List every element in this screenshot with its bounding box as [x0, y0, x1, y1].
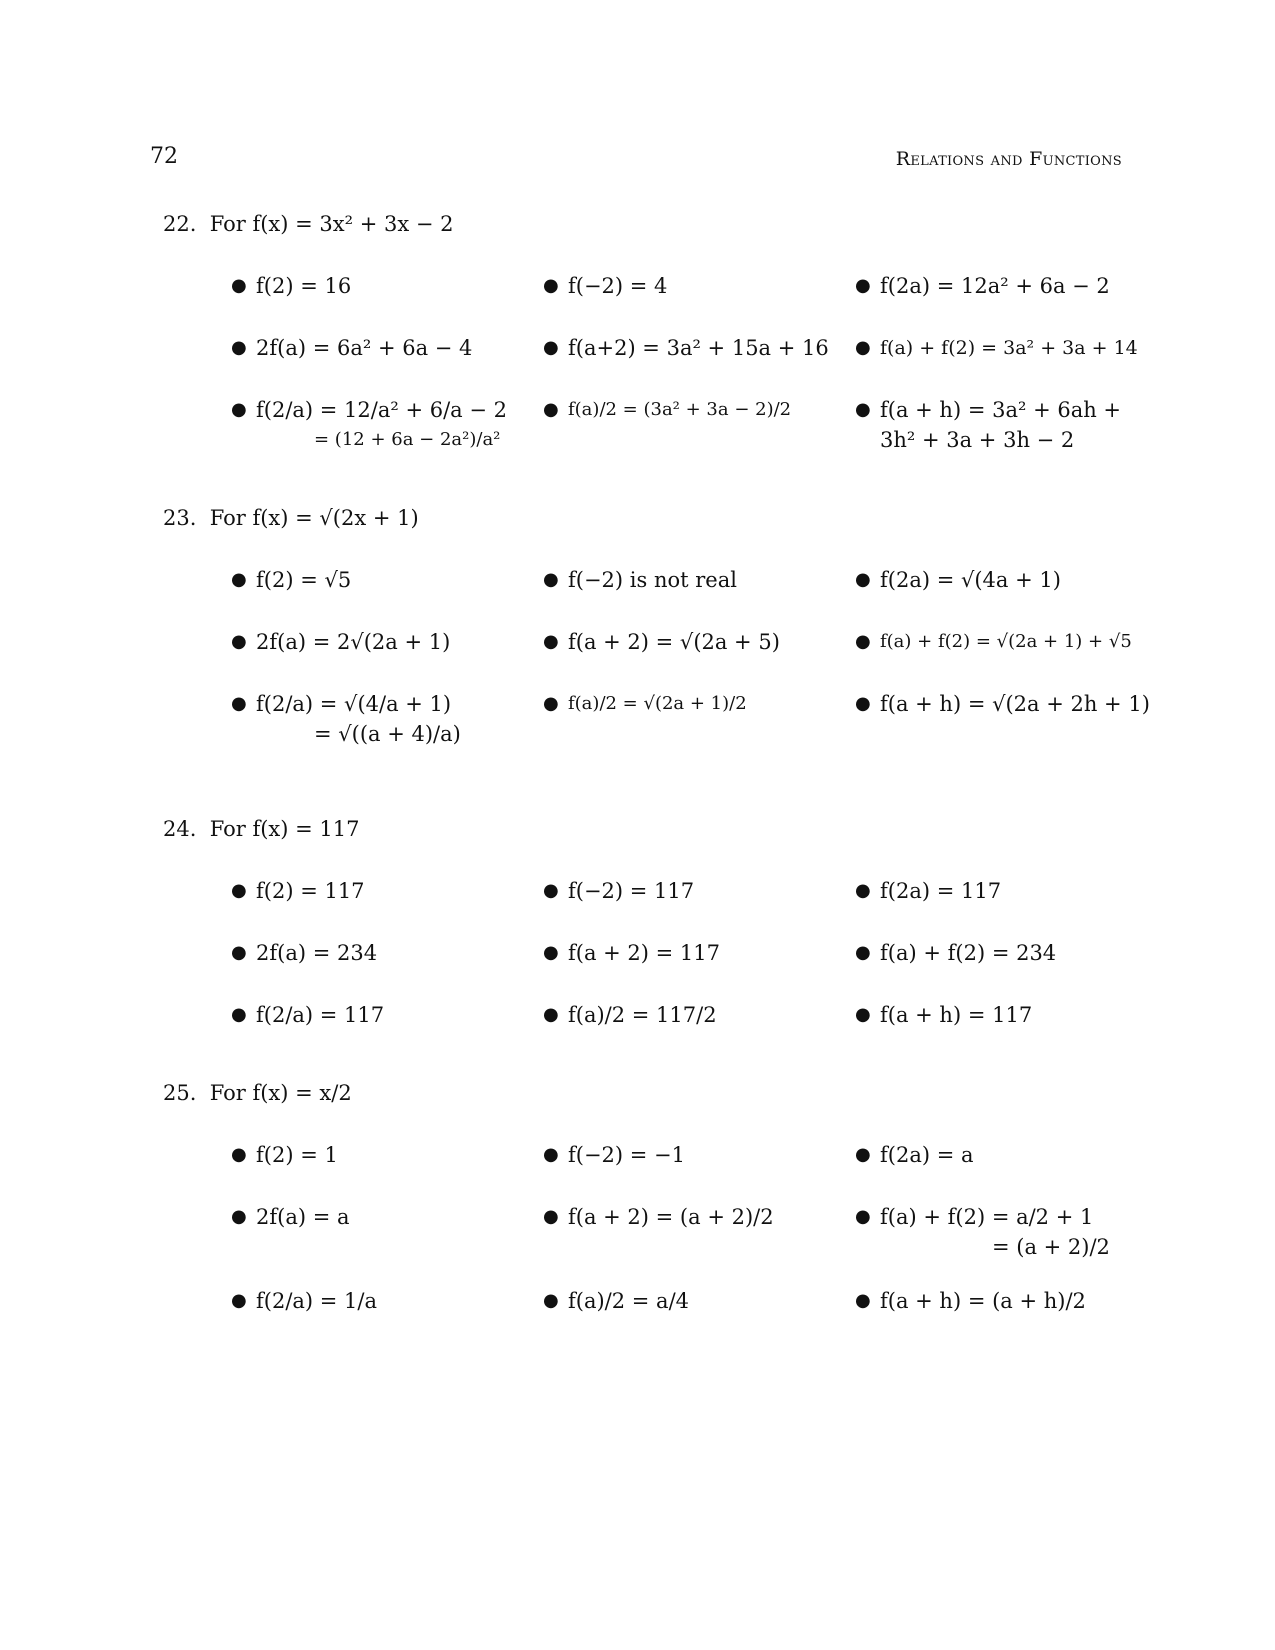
answer-line: = (a + 2)/2 [992, 1235, 1110, 1259]
running-title: Relations and Functions [895, 148, 1122, 170]
bullet: ● [855, 1290, 871, 1311]
problem-function: For f(x) = x/2 [209, 1081, 352, 1105]
bullet: ● [855, 942, 871, 963]
answer-line: f(2/a) = √(4/a + 1) [256, 692, 452, 716]
answer-line: f(2/a) = 12/a² + 6/a − 2 [256, 398, 508, 422]
answer-text: f(−2) = 4 [568, 274, 668, 298]
answer-text: 2f(a) = a [256, 1205, 350, 1229]
problem-title [163, 1076, 1123, 1110]
bullet: ● [543, 942, 559, 963]
answer-text [256, 395, 507, 455]
page-header [150, 140, 1122, 180]
bullet: ● [543, 693, 559, 714]
bullet: ● [855, 880, 871, 901]
bullet: ● [543, 1004, 559, 1025]
bullet: ● [231, 1290, 247, 1311]
answer-line: 3h² + 3a + 3h − 2 [880, 428, 1075, 452]
bullet: ● [231, 693, 247, 714]
bullet: ● [543, 880, 559, 901]
problem-25 [163, 1076, 1123, 1313]
answer-text: f(2a) = 117 [880, 879, 1002, 903]
problem-number: 22. [163, 212, 197, 236]
answer-text: f(a+2) = 3a² + 15a + 16 [568, 336, 829, 360]
bullet: ● [855, 1206, 871, 1227]
answer-text: f(2a) = a [880, 1143, 974, 1167]
answer-row [163, 333, 1138, 393]
problem-number: 23. [163, 506, 197, 530]
answer-text [880, 395, 1121, 455]
answer-row [163, 1000, 1123, 1060]
answer-line: = (12 + 6a − 2a²)/a² [314, 429, 501, 450]
answer-row [163, 1140, 1123, 1200]
answer-text: f(2) = 1 [256, 1143, 338, 1167]
answer-text: 2f(a) = 234 [256, 941, 378, 965]
answer-row [163, 938, 1123, 998]
bullet: ● [543, 337, 559, 358]
answer-text [256, 689, 461, 749]
bullet: ● [231, 631, 247, 652]
answer-text: f(2a) = √(4a + 1) [880, 568, 1061, 592]
answer-text: f(a + 2) = (a + 2)/2 [568, 1205, 774, 1229]
bullet: ● [231, 1144, 247, 1165]
bullet: ● [543, 631, 559, 652]
answer-text: f(a)/2 = √(2a + 1)/2 [568, 693, 747, 714]
answer-text: f(a) + f(2) = 234 [880, 941, 1057, 965]
answer-text: f(a) + f(2) = 3a² + 3a + 14 [880, 337, 1138, 359]
answer-text: f(2/a) = 1/a [256, 1289, 378, 1313]
problem-number: 25. [163, 1081, 197, 1105]
answer-row [163, 689, 1150, 749]
problem-function: For f(x) = 3x² + 3x − 2 [209, 212, 454, 236]
bullet: ● [231, 337, 247, 358]
answer-line: f(a + h) = 3a² + 6ah + [880, 398, 1122, 422]
problem-title [163, 501, 1123, 535]
problem-22 [163, 207, 1138, 452]
bullet: ● [543, 1144, 559, 1165]
answer-text: f(a + h) = (a + h)/2 [880, 1289, 1086, 1313]
answer-line: f(a) + f(2) = a/2 + 1 [880, 1205, 1094, 1229]
bullet: ● [231, 399, 247, 420]
bullet: ● [855, 1004, 871, 1025]
bullet: ● [543, 569, 559, 590]
bullet: ● [231, 942, 247, 963]
problem-function: For f(x) = √(2x + 1) [209, 506, 419, 530]
answer-text: f(a) + f(2) = √(2a + 1) + √5 [880, 631, 1132, 652]
answer-text: f(a + h) = 117 [880, 1003, 1033, 1027]
answer-text: f(2a) = 12a² + 6a − 2 [880, 274, 1110, 298]
answer-text: f(a)/2 = a/4 [568, 1289, 690, 1313]
answer-text [880, 1202, 1110, 1262]
answer-row [163, 1286, 1123, 1346]
answer-text: f(a + 2) = √(2a + 5) [568, 630, 780, 654]
bullet: ● [231, 275, 247, 296]
answer-row [163, 565, 1123, 625]
answer-line: = √((a + 4)/a) [314, 722, 461, 746]
problem-function: For f(x) = 117 [209, 817, 360, 841]
bullet: ● [855, 631, 871, 652]
answer-row [163, 271, 1123, 331]
answer-text: f(−2) = −1 [568, 1143, 686, 1167]
answer-text: f(2) = 117 [256, 879, 365, 903]
answer-text: 2f(a) = 6a² + 6a − 4 [256, 336, 473, 360]
bullet: ● [855, 399, 871, 420]
answer-text: f(2) = √5 [256, 568, 352, 592]
bullet: ● [855, 275, 871, 296]
problem-24 [163, 812, 1123, 1027]
bullet: ● [855, 693, 871, 714]
bullet: ● [855, 569, 871, 590]
bullet: ● [543, 399, 559, 420]
problem-title [163, 812, 1123, 846]
problem-title [163, 207, 1123, 241]
bullet: ● [543, 1290, 559, 1311]
answer-text: f(a)/2 = (3a² + 3a − 2)/2 [568, 399, 792, 420]
answer-row [163, 876, 1123, 936]
bullet: ● [855, 337, 871, 358]
problem-number: 24. [163, 817, 197, 841]
problem-23 [163, 501, 1150, 746]
answer-text: f(2) = 16 [256, 274, 352, 298]
bullet: ● [231, 880, 247, 901]
answer-row [163, 1202, 1123, 1262]
bullet: ● [231, 569, 247, 590]
bullet: ● [543, 1206, 559, 1227]
answer-text: 2f(a) = 2√(2a + 1) [256, 630, 451, 654]
bullet: ● [855, 1144, 871, 1165]
answer-text: f(a + h) = √(2a + 2h + 1) [880, 692, 1150, 716]
page-number: 72 [150, 144, 178, 169]
bullet: ● [543, 275, 559, 296]
answer-text: f(a)/2 = 117/2 [568, 1003, 717, 1027]
bullet: ● [231, 1206, 247, 1227]
answer-row [163, 627, 1132, 687]
answer-text: f(2/a) = 117 [256, 1003, 385, 1027]
answer-row [163, 395, 1123, 455]
bullet: ● [231, 1004, 247, 1025]
answer-text: f(−2) is not real [568, 568, 737, 592]
answer-text: f(−2) = 117 [568, 879, 695, 903]
answer-text: f(a + 2) = 117 [568, 941, 721, 965]
